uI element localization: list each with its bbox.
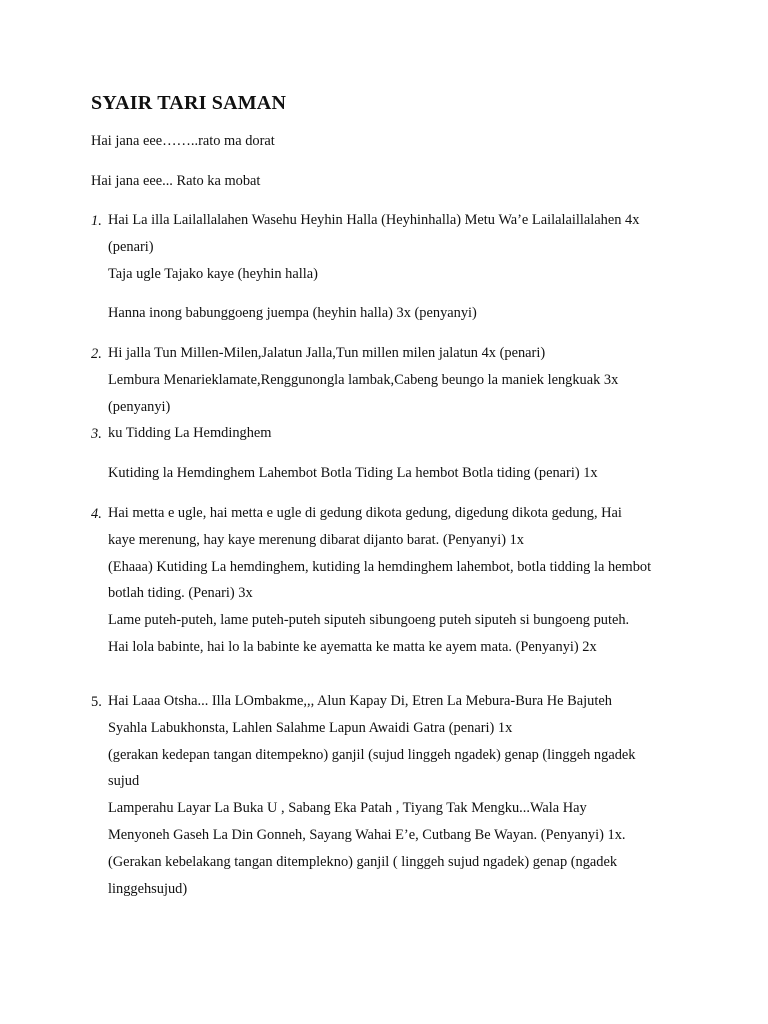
verse-body (108, 500, 688, 661)
verse-line: Lame puteh-puteh, lame puteh-puteh siputeh sibungoeng puteh siputeh si bungoeng puteh. (108, 612, 630, 629)
intro-line: Hai jana eee... Rato ka mobat (91, 173, 261, 189)
verse-line: Hi jalla Tun Millen-Milen,Jalatun Jalla,Tun millen milen jalatun 4x (penari) (108, 345, 546, 361)
verse-line: Hai La illa Lailallalahen Wasehu Heyhin Halla (Heyhinhalla) Metu Wa’e Lailalaillalahen 4x (108, 212, 640, 228)
verse-line: (Ehaaa) Kutiding La hemdinghem, kutiding la hemdinghem lahembot, botla tidding la hembot (108, 558, 652, 575)
verse-line: Kutiding la Hemdinghem Lahembot Botla Tiding La hembot Botla tiding (penari) 1x (108, 464, 598, 481)
verse-line: ku Tidding La Hemdinghem (108, 425, 272, 441)
intro-line: Hai jana eee……..rato ma dorat (91, 133, 275, 149)
verse-line: Syahla Labukhonsta, Lahlen Salahme Lapun Awaidi Gatra (penari) 1x (108, 719, 513, 736)
verse-line: Hanna inong babunggoeng juempa (heyhin halla) 3x (penyanyi) (108, 305, 477, 322)
list-number: 1. (91, 213, 102, 229)
verse-line: (Gerakan kebelakang tangan ditemplekno) ganjil ( linggeh sujud ngadek) genap (ngadek (108, 853, 618, 870)
verse-line: (penari) (108, 238, 154, 255)
list-number: 5. (91, 694, 102, 710)
verse-line: Hai lola babinte, hai lo la babinte ke ayematta ke matta ke ayem mata. (Penyanyi) 2x (108, 638, 597, 655)
verse-line: Lembura Menarieklamate,Renggunongla lambak,Cabeng beungo la maniek lengkuak 3x (108, 371, 619, 388)
list-number: 4. (91, 506, 102, 522)
list-number: 2. (91, 346, 102, 362)
verse-line: Hai Laaa Otsha... Illa LOmbakme,,, Alun Kapay Di, Etren La Mebura-Bura He Bajuteh (108, 693, 612, 709)
verse-line: Taja ugle Tajako kaye (heyhin halla) (108, 265, 318, 282)
verse-line: kaye merenung, hay kaye merenung dibarat dijanto barat. (Penyanyi) 1x (108, 531, 524, 548)
verse-body (108, 207, 688, 327)
verse-line: (penyanyi) (108, 398, 171, 415)
verse-body (108, 688, 688, 902)
document-title: SYAIR TARI SAMAN (91, 92, 287, 114)
verse-line: Menyoneh Gaseh La Din Gonneh, Sayang Wahai E’e, Cutbang Be Wayan. (Penyanyi) 1x. (108, 826, 626, 843)
verse-line: sujud (108, 773, 140, 790)
verse-body (108, 420, 688, 487)
verse-line: Hai metta e ugle, hai metta e ugle di gedung dikota gedung, digedung dikota gedung, Hai (108, 505, 622, 521)
verse-body (108, 340, 688, 420)
verse-line: linggehsujud) (108, 880, 188, 897)
verse-line: Lamperahu Layar La Buka U , Sabang Eka Patah , Tiyang Tak Mengku...Wala Hay (108, 800, 587, 817)
verse-line: (gerakan kedepan tangan ditempekno) ganjil (sujud linggeh ngadek) genap (linggeh ngadek (108, 746, 636, 763)
list-number: 3. (91, 426, 102, 442)
verse-line: botlah tiding. (Penari) 3x (108, 585, 253, 602)
